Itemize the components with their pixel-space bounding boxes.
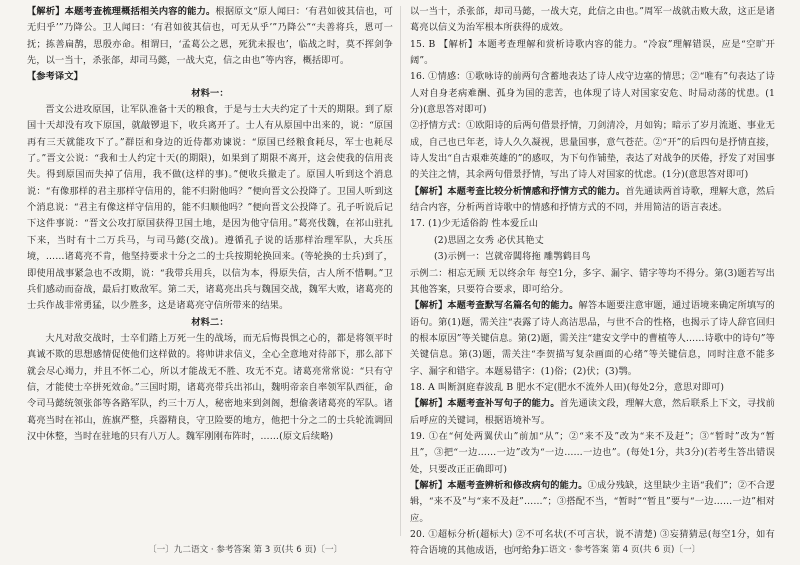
q16-answer-method: ②抒情方式：①欧阳诗的后两句借景抒情，刀剑清冷，月如钩；暗示了岁月流逝、事业无成，自己也已年老，诗人久久凝视，思量国事，意气苍茫。②“开”的后四句是抒情直接，诗人发出“自古艰难英雄的”的感叹，为下句作铺垫，表达了对战争的厌倦，抒发了对国事的关注之情，其余两句借景抒情，写出了诗人对国家的忧虑。(1分)(意思答对即可) [410, 120, 775, 181]
q17-answer-1: 17. (1)少无适俗韵 性本爱丘山 [410, 218, 539, 230]
reference-translation-title: 【参考译文】 [27, 71, 84, 83]
q19-analysis: 【解析】本题考查辨析和修改病句的能力。①成分残缺，这里缺少主语“我们”；②不合逻辑，“来不及”与“来不及赶”……”；③搭配不当，“暂时”“暂且”要与“一边……一边”相对应。 [410, 479, 775, 524]
q16-analysis: 【解析】本题考查比较分析情感和抒情方式的能力。首先通读两首诗歌，理解大意，然后结合内容，分析两首诗歌中的情感和抒情方式的不同，并用简洁的语言表述。 [410, 185, 775, 214]
material-two-title: 材料二： [191, 316, 229, 328]
right-page-footer [506, 543, 700, 557]
q17-answer-2: (2)思固之女秀 必伏其艳丈 [434, 234, 544, 246]
q20-answer: 20. ①超标分析(超标大) ②不可名状(不可言状，说不清楚) ③妄猜猜忌(每空1分，如有符合语境的其他成语，也可给分) [410, 529, 775, 557]
column-divider [400, 6, 401, 536]
q17-answer-4: 示例二：相忘无顾 无以终余年 每空1分，多字、漏字、错字等均不得分。第(3)题若写出其他答案，只要符合要求，即可给分。 [410, 267, 775, 295]
material-one-title: 材料一： [191, 87, 229, 99]
q18-analysis: 【解析】本题考查补写句子的能力。首先通读文段，理解大意，然后联系上下文，寻找前后呼应的关键词，根据语境补写。 [410, 398, 775, 426]
translation-ending: 以一当十，杀张郃，却司马懿，一战大克，此信之由也。”周军一战就击败大敌，这正是诸葛亮以信义为治军根本所获得的成效。 [410, 6, 775, 34]
q18-answer: 18. A 叫断洞庭春波乱 B 肥水不定(肥水不流外人田)(每处2分，意思对即可) [410, 381, 725, 393]
q16-answer-emotion: 16. ①情感：①歌咏诗的前两句含蓄地表达了诗人戍守边塞的情思；②“唯有”句表达了诗人对自身老病难酬、孤身为国的悲苦，也体现了诗人对国家安危、时局动荡的忧患。(1分)(意思答对即可) [410, 71, 775, 116]
material-one-body: 晋文公进攻原国，让军队准备十天的粮食，于是与士大夫约定了十天的期限。到了原国十天却没有攻下原国，就敲锣退下，收兵离开了。士人有从原国中出来的，说：“原国再有三天就能攻下了。”群臣和身边的近侍都劝谏说：“原国已经粮食耗尽，军士也耗尽了。”晋文公说：“我和士人约定十天(的期限)，如果到了期限不离开，这会使我的信用丧失。得到原国而失掉了信用，我不做(这样的事)。”便收兵撤走了。原国人听到这个消息说：“有像那样的君主那样守信用的，能不归附他吗？”便向晋文公投降了。卫国人听到这个消息说：“君主有像这样守信用的，能不归顺他吗？”便向晋文公投降了。孔子听说后记下这件事说：“晋文公攻打原国获得卫国土地，是因为他守信用。”葛亮伐魏，在祁山驻扎下来，当时有十二万兵马，与司马懿(交战)。遵循孔子说的话那样治理军队，大兵压境，……诸葛亮不肯，他坚持要求十分之二的士兵按期轮换回来。(等轮换的士兵)到了，即使用战事紧急也不改期，说：“我带兵用兵，以信为本，得原失信，古人所不惜啊。”卫兵们感动而奋战，最后打败敌军。第二天，诸葛亮出兵与魏国交战，魏军大败，诸葛亮的士兵作战非常勇猛，以少胜多，这是诸葛亮守信所带来的结果。 [27, 104, 393, 312]
q15-answer: 15. B 【解析】本题考查理解和赏析诗歌内容的能力。“冷寂”理解错误，应是“空旷开阔”。 [410, 38, 775, 67]
q19-answer: 19. ①在“何处两翼伏山”前加“从”；②“来不及”改为“来不及赶”；③“暂时”改为“暂且”，③把“一边……一边”改为“一边……一边也”。(每处1分，共3分)(若考生答出错误处，只要改正正确即可) [410, 430, 775, 475]
footer-text-right: 〔一〕九二语文 · 参考答案 第 4 页(共 6 页)〔一〕 [506, 545, 701, 555]
left-page-footer [148, 543, 342, 557]
q14-analysis: 【解析】本题考查梳理概括相关内容的能力。根据原文“原人闻曰：‘有君如彼其信也，可无归乎’”乃降公。卫人闻曰：‘有君如彼其信也，可无从乎’”乃降公”“夫善将兵，恩可一抚；拣善扁鹊，思殷亦命。相谓曰，‘孟葛公之恩，死犹未报也’，临战之时，莫不挥剑争先，以一当十，杀张郃，却司马懿，一战大克，信之由也”等内容，概括即可。 [27, 6, 393, 67]
q17-analysis: 【解析】本题考查默写名篇名句的能力。解答本题要注意审题，通过语境来确定所填写的语句。第(1)题，需关注“表露了诗人高洁思品，与世不合的性格，也揭示了诗人辞官回归的根本原因”等关键信息。第(2)题，需关注“建安文学中的曹植等人……诗歌中的诗句”等关键信息。第(3)题，需关注“李贺描写复杂画面的心绪”等关键信息，同时注意不能多字、漏字和错字。本题易错字：(1)俗；(2)伏；(3)鹗。 [410, 300, 775, 377]
footer-text-left: 〔一〕九二语文 · 参考答案 第 3 页(共 6 页)〔一〕 [148, 545, 343, 555]
q17-answer-3: (3)示例一：岂就帝閶将拖 雕鹗鹤目鸟 [434, 251, 591, 263]
left-column [27, 4, 393, 534]
material-two-body: 大凡对敌交战时，士卒们踏上万死一生的战场，而无后悔畏惧之心的，都是将领平时真诚不欺的思想感情促使他们这样做的。将帅讲求信义，全心全意地对待部下，那么部下就会尽心竭力，并且不怀二心，所以才能战无不胜、攻无不克。诸葛亮常常说：“只有守信，才能使士卒拼死效命。”三国时期，诸葛亮带兵出祁山，魏明帝亲自率领军队西征，命令司马懿统领张郃等各路军队，约三十万人，秘密地来到剑阁，想偷袭诸葛亮的军队。诸葛亮当时在祁山，旌旗严整，兵器精良，守卫险要的地方，他把十分之二的士兵轮流调回汉中休整，当时在驻地的只有八万人。魏军刚刚布阵时，……(原文后续略) [27, 332, 393, 442]
